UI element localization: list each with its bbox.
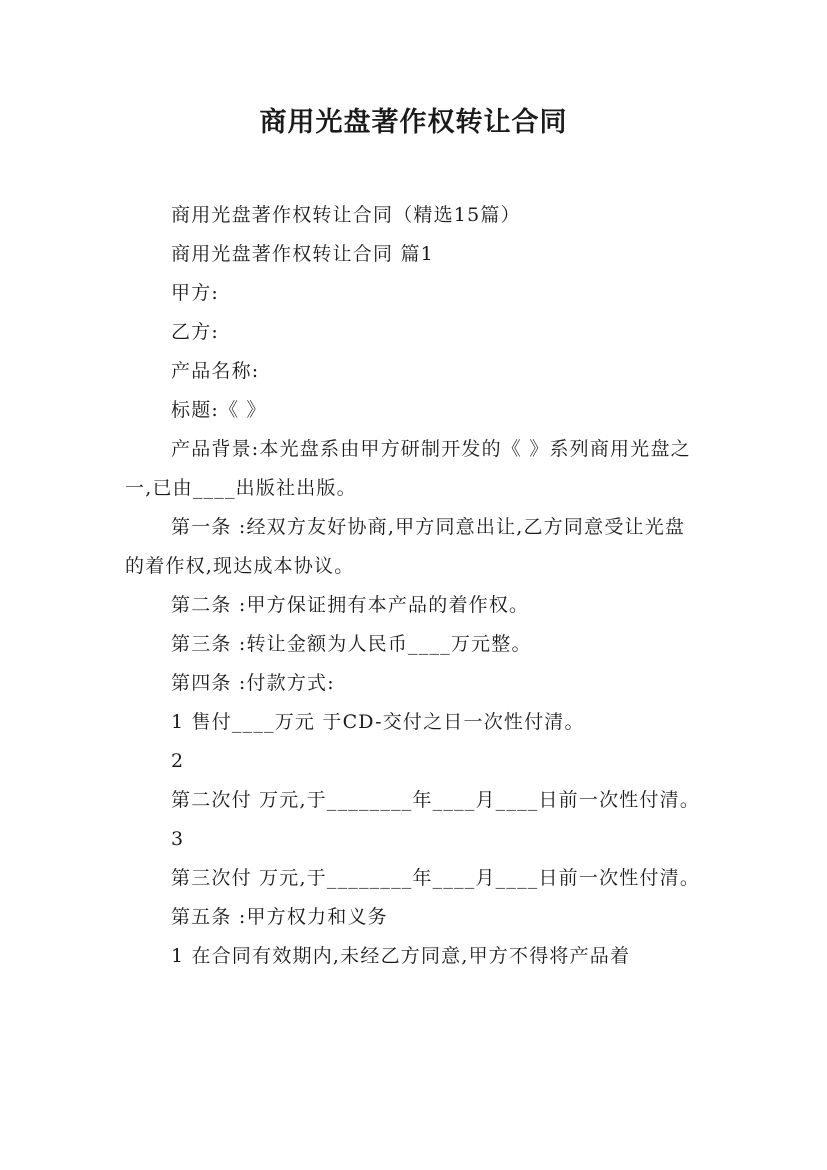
paragraph-number-3: 3 — [171, 828, 185, 850]
paragraph-article-2: 第二条 :甲方保证拥有本产品的着作权。 — [171, 594, 530, 616]
paragraph-party-b: 乙方: — [171, 321, 220, 343]
paragraph-product-background: 产品背景:本光盘系由甲方研制开发的《 》系列商用光盘之一,已由____出版社出版。 — [125, 438, 691, 499]
paragraph-product-title: 标题:《 》 — [171, 399, 267, 421]
paragraph-article-5: 第五条 :甲方权力和义务 — [171, 906, 388, 928]
paragraph-number-2: 2 — [171, 750, 185, 772]
paragraph-payment-1: 1 售付____万元 于CD-交付之日一次性付清。 — [171, 711, 585, 733]
paragraph-subtitle: 商用光盘著作权转让合同（精选15篇） — [171, 204, 521, 226]
paragraph-article-3: 第三条 :转让金额为人民币____万元整。 — [171, 633, 532, 655]
paragraph-article-4: 第四条 :付款方式: — [171, 672, 335, 694]
document-title: 商用光盘著作权转让合同 — [259, 107, 568, 138]
document-body — [125, 196, 703, 976]
paragraph-party-a: 甲方: — [171, 282, 220, 304]
paragraph-payment-2: 第二次付 万元,于________年____月____日前一次性付清。 — [171, 789, 701, 811]
paragraph-section-heading: 商用光盘著作权转让合同 篇1 — [171, 243, 434, 265]
paragraph-product-name: 产品名称: — [171, 360, 260, 382]
paragraph-article-5-item-1: 1 在合同有效期内,未经乙方同意,甲方不得将产品着 — [171, 945, 631, 967]
paragraph-payment-3: 第三次付 万元,于________年____月____日前一次性付清。 — [171, 867, 701, 889]
paragraph-article-1: 第一条 :经双方友好协商,甲方同意出让,乙方同意受让光盘的着作权,现达成本协议。 — [125, 516, 686, 577]
